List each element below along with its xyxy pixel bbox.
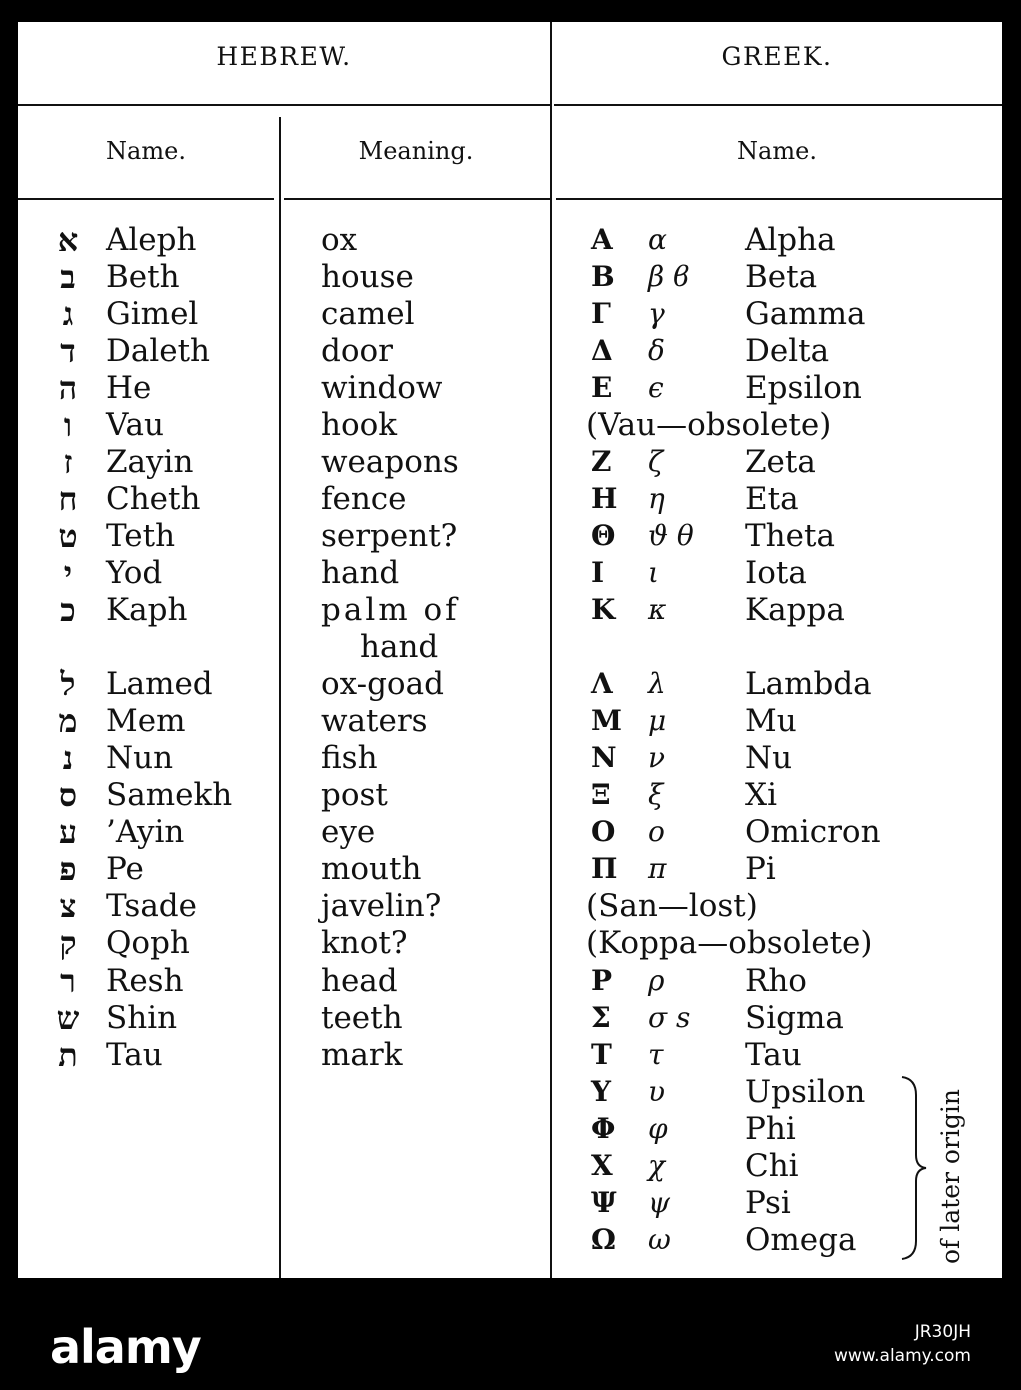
hebrew-letter-name: Aleph (106, 222, 197, 258)
greek-uppercase: Θ (591, 519, 616, 552)
greek-letter-name: Theta (745, 518, 835, 554)
greek-uppercase: Δ (591, 334, 613, 367)
greek-lowercase: μ (648, 704, 667, 737)
greek-letter-name: Lambda (745, 666, 872, 702)
alphabet-table (18, 22, 1002, 1278)
greek-name-header: Name. (737, 137, 817, 165)
hebrew-letter-name: Qoph (106, 925, 190, 961)
hebrew-letter-name: Mem (106, 703, 186, 739)
greek-letter-name: Alpha (745, 222, 836, 258)
greek-lowercase: α (648, 223, 667, 256)
hebrew-meaning: mouth (321, 851, 422, 887)
hebrew-letter-name: Vau (106, 407, 164, 443)
greek-letter-name: Omega (745, 1222, 857, 1258)
greek-letter-name: Tau (745, 1037, 802, 1073)
greek-lowercase: ϑ θ (648, 519, 694, 552)
hebrew-meaning: weapons (321, 444, 459, 480)
greek-lowercase: β ϐ (648, 260, 690, 293)
greek-header: GREEK. (721, 42, 833, 71)
alamy-logo: alamy (50, 1320, 201, 1374)
hebrew-meaning: house (321, 259, 414, 295)
greek-lowercase: χ (648, 1149, 665, 1182)
greek-letter-name: Phi (745, 1111, 796, 1147)
greek-lowercase: ζ (648, 445, 664, 478)
greek-uppercase: Ρ (591, 964, 613, 997)
hebrew-letter: ע (58, 813, 78, 851)
hebrew-letter: ה (58, 369, 78, 407)
greek-uppercase: Α (591, 223, 613, 256)
greek-uppercase: Φ (591, 1112, 616, 1145)
hebrew-letter-name: Beth (106, 259, 180, 295)
hebrew-letter: צ (59, 887, 77, 925)
greek-letter-name: Sigma (745, 1000, 844, 1036)
greek-lowercase: η (648, 482, 665, 515)
later-origin-brace (898, 1075, 928, 1261)
hebrew-letter: ק (59, 924, 77, 962)
greek-lowercase: ϵ (648, 371, 664, 404)
greek-uppercase: Λ (591, 667, 613, 700)
hebrew-letter-name: Shin (106, 1000, 178, 1036)
hebrew-meaning: eye (321, 814, 376, 850)
greek-letter-name: Nu (745, 740, 793, 776)
greek-uppercase: Ι (591, 556, 605, 589)
hebrew-letter: מ (58, 702, 78, 740)
hebrew-meaning: palm of (321, 592, 460, 628)
hebrew-letter-name: Teth (106, 518, 176, 554)
greek-uppercase: Ψ (591, 1186, 617, 1219)
hebrew-letter-name: Lamed (106, 666, 213, 702)
greek-uppercase: Η (591, 482, 618, 515)
hebrew-letter-name: Samekh (106, 777, 233, 813)
image-id: JR30JH (914, 1322, 971, 1342)
hebrew-meaning: javelin? (321, 888, 442, 924)
hebrew-letter: ד (60, 332, 76, 370)
hebrew-meaning: door (321, 333, 393, 369)
hebrew-meaning: teeth (321, 1000, 403, 1036)
greek-lowercase: ρ (648, 964, 665, 997)
greek-uppercase: Τ (591, 1038, 612, 1071)
hebrew-meaning: fish (321, 740, 378, 776)
greek-lowercase: ι (648, 556, 659, 589)
watermark-url: www.alamy.com (833, 1346, 971, 1366)
hebrew-letter: ר (60, 962, 76, 1000)
hebrew-meaning: ox-goad (321, 666, 444, 702)
hebrew-letter: ב (60, 258, 76, 296)
hebrew-meaning: hook (321, 407, 398, 443)
header-rule-right (554, 104, 1002, 106)
hebrew-letter: ש (56, 999, 80, 1037)
hebrew-meaning: post (321, 777, 388, 813)
meaning-header: Meaning. (358, 137, 474, 165)
hebrew-meaning: camel (321, 296, 415, 332)
hebrew-letter: ג (62, 295, 74, 333)
greek-lowercase: ω (648, 1223, 671, 1256)
hebrew-letter: ו (63, 406, 73, 444)
hebrew-letter: כ (60, 591, 76, 629)
greek-uppercase: Ζ (591, 445, 612, 478)
hebrew-letter-name: Resh (106, 963, 184, 999)
hebrew-meaning: waters (321, 703, 428, 739)
greek-uppercase: Γ (591, 297, 611, 330)
later-origin-label: of later origin (936, 1089, 965, 1264)
greek-uppercase: Σ (591, 1001, 611, 1034)
hebrew-meaning: fence (321, 481, 407, 517)
hebrew-letter-name: Zayin (106, 444, 194, 480)
greek-letter-name: Beta (745, 259, 818, 295)
hebrew-letter: ז (63, 443, 73, 481)
greek-note: (San—lost) (586, 888, 758, 924)
greek-uppercase: Ο (591, 815, 616, 848)
subheader-rule-c (556, 198, 1002, 200)
greek-uppercase: Π (591, 852, 618, 885)
greek-lowercase: δ (648, 334, 665, 367)
greek-lowercase: κ (648, 593, 667, 626)
greek-letter-name: Psi (745, 1185, 791, 1221)
greek-uppercase: Ω (591, 1223, 616, 1256)
greek-lowercase: λ (648, 667, 666, 700)
greek-letter-name: Mu (745, 703, 797, 739)
greek-lowercase: γ (648, 297, 665, 330)
greek-uppercase: Υ (591, 1075, 611, 1108)
greek-lowercase: τ (648, 1038, 664, 1071)
subheader-rule-b (284, 198, 550, 200)
greek-uppercase: Β (591, 260, 615, 293)
greek-lowercase: υ (648, 1075, 666, 1108)
hebrew-letter-name: Yod (106, 555, 163, 591)
hebrew-meaning-continued: hand (360, 629, 439, 665)
hebrew-meaning: mark (321, 1037, 403, 1073)
greek-lowercase: φ (648, 1112, 668, 1145)
hebrew-meaning: ox (321, 222, 358, 258)
greek-letter-name: Epsilon (745, 370, 862, 406)
meaning-divider (279, 117, 281, 1278)
greek-letter-name: Upsilon (745, 1074, 866, 1110)
greek-uppercase: Χ (591, 1149, 613, 1182)
hebrew-letter: א (57, 221, 79, 259)
greek-letter-name: Chi (745, 1148, 799, 1184)
greek-note: (Vau—obsolete) (586, 407, 832, 443)
hebrew-meaning: hand (321, 555, 400, 591)
hebrew-header: HEBREW. (216, 42, 352, 71)
subheader-rule-a (18, 198, 274, 200)
hebrew-letter: ס (58, 776, 78, 814)
hebrew-letter-name: Gimel (106, 296, 199, 332)
hebrew-letter: ל (60, 665, 76, 703)
greek-lowercase: ψ (648, 1186, 670, 1219)
hebrew-letter: ח (58, 480, 78, 518)
greek-lowercase: ο (648, 815, 665, 848)
hebrew-letter: ט (58, 517, 78, 555)
greek-letter-name: Gamma (745, 296, 866, 332)
hebrew-letter-name: Tsade (106, 888, 198, 924)
greek-lowercase: ν (648, 741, 666, 774)
hebrew-letter-name: Pe (106, 851, 144, 887)
hebrew-letter-name: He (106, 370, 152, 406)
greek-uppercase: Ξ (591, 778, 611, 811)
hebrew-name-header: Name. (106, 137, 186, 165)
greek-uppercase: Μ (591, 704, 622, 737)
greek-letter-name: Pi (745, 851, 776, 887)
greek-letter-name: Zeta (745, 444, 816, 480)
greek-lowercase: σ s (648, 1001, 691, 1034)
greek-note: (Koppa—obsolete) (586, 925, 873, 961)
hebrew-meaning: window (321, 370, 443, 406)
greek-letter-name: Xi (745, 777, 777, 813)
greek-letter-name: Omicron (745, 814, 881, 850)
hebrew-letter-name: Kaph (106, 592, 188, 628)
greek-letter-name: Eta (745, 481, 799, 517)
greek-letter-name: Kappa (745, 592, 845, 628)
hebrew-letter: נ (62, 739, 74, 777)
greek-uppercase: Ν (591, 741, 617, 774)
hebrew-letter-name: Cheth (106, 481, 201, 517)
center-divider (550, 22, 552, 1278)
greek-letter-name: Iota (745, 555, 807, 591)
hebrew-letter-name: Daleth (106, 333, 211, 369)
hebrew-meaning: serpent? (321, 518, 458, 554)
greek-lowercase: π (648, 852, 667, 885)
greek-lowercase: ξ (648, 778, 664, 811)
hebrew-letter: ת (58, 1036, 78, 1074)
hebrew-letter: י (63, 554, 73, 592)
greek-letter-name: Rho (745, 963, 807, 999)
greek-uppercase: Κ (591, 593, 616, 626)
hebrew-letter: פ (59, 850, 77, 888)
hebrew-meaning: knot? (321, 925, 408, 961)
hebrew-meaning: head (321, 963, 398, 999)
hebrew-letter-name: Tau (106, 1037, 163, 1073)
greek-uppercase: Ε (591, 371, 613, 404)
header-rule-left (18, 104, 550, 106)
greek-letter-name: Delta (745, 333, 830, 369)
hebrew-letter-name: Nun (106, 740, 174, 776)
hebrew-letter-name: ’Ayin (106, 814, 185, 850)
